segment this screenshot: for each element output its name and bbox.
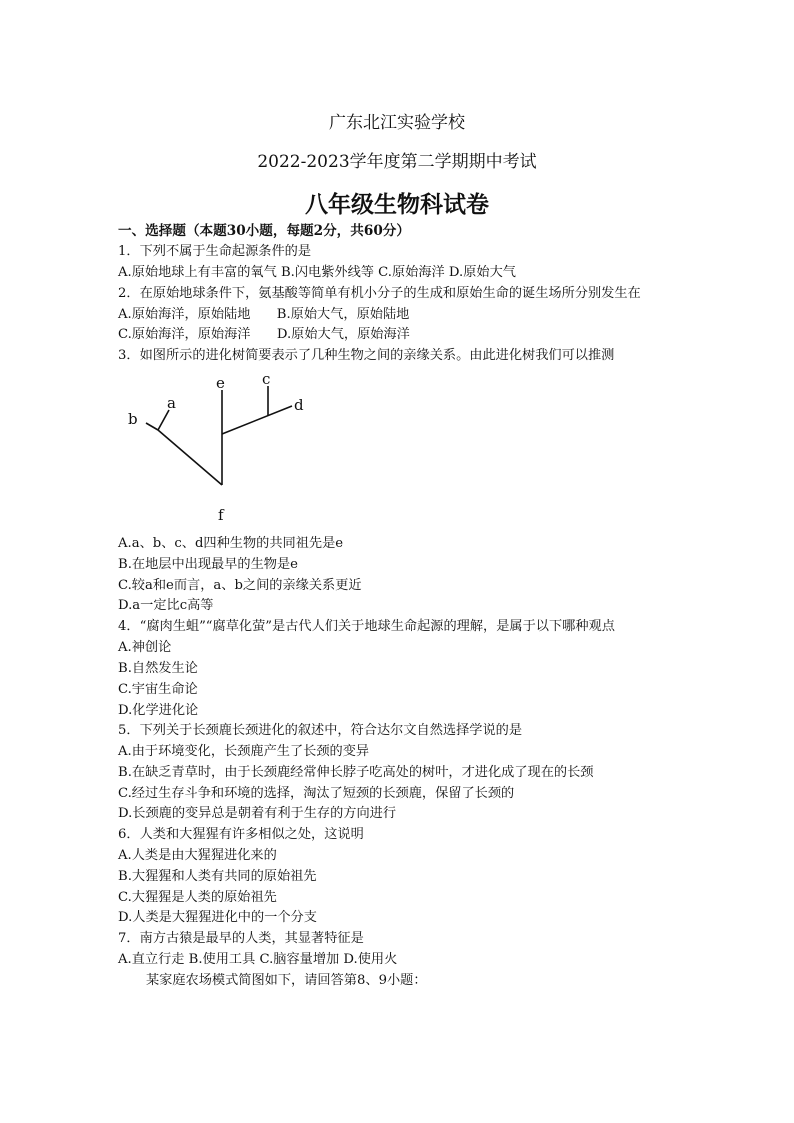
evolution-tree-diagram [118,368,318,528]
q6-option: C.大猩猩是人类的原始祖先 [118,890,277,905]
q4-option: A.神创论 [118,640,172,655]
q4-option: B.自然发生论 [118,661,198,676]
q3-stem: 3．如图所示的进化树简要表示了几种生物之间的亲缘关系。由此进化树我们可以推测 [118,348,615,363]
tree-branch-a [158,410,169,430]
q2-options-row2: C.原始海洋，原始海洋 D.原始大气，原始海洋 [118,327,410,342]
tree-label-d: d [294,396,304,414]
q5-option: B.在缺乏青草时，由于长颈鹿经常伸长脖子吃高处的树叶，才进化成了现在的长颈 [118,765,594,780]
q3-option: A.a、b、c、d四种生物的共同祖先是e [118,536,344,551]
q5-stem: 5．下列关于长颈鹿长颈进化的叙述中，符合达尔文自然选择学说的是 [118,723,523,738]
exam-term: 2022-2023学年度第二学期期中考试 [257,152,537,172]
q3-option: D.a一定比c高等 [118,598,214,613]
q6-stem: 6．人类和大猩猩有许多相似之处，这说明 [118,827,364,842]
q2-stem: 2．在原始地球条件下，氨基酸等简单有机小分子的生成和原始生命的诞生场所分别发生在 [118,286,641,301]
tree-branch-b [146,423,158,430]
q5-option: C.经过生存斗争和环境的选择，淘汰了短颈的长颈鹿，保留了长颈的 [118,786,515,801]
school-name: 广东北江实验学校 [329,113,465,133]
q1-options: A.原始地球上有丰富的氧气 B.闪电紫外线等 C.原始海洋 D.原始大气 [118,265,516,280]
q6-option: D.人类是大猩猩进化中的一个分支 [118,910,317,925]
tree-label-f: f [218,506,224,524]
tree-label-a: a [167,394,176,412]
q4-stem: 4．“腐肉生蛆”“腐草化萤”是古代人们关于地球生命起源的理解，是属于以下哪种观点 [118,619,615,634]
section-heading: 一、选择题（本题30小题，每题2分，共60分） [118,223,410,239]
q4-option: D.化学进化论 [118,703,199,718]
tree-label-b: b [128,410,138,428]
q6-option: B.大猩猩和人类有共同的原始祖先 [118,869,317,884]
q5-option: A.由于环境变化，长颈鹿产生了长颈的变异 [118,744,370,759]
q7-options: A.直立行走 B.使用工具 C.脑容量增加 D.使用火 [118,952,398,967]
q2-options-row1: A.原始海洋，原始陆地 B.原始大气，原始陆地 [118,307,410,322]
q7-stem: 7．南方古猿是最早的人类，其显著特征是 [118,931,364,946]
tree-label-e: e [216,374,225,392]
q1-stem: 1．下列不属于生命起源条件的是 [118,244,312,259]
q3-option: B.在地层中出现最早的生物是e [118,557,298,572]
exam-title: 八年级生物科试卷 [305,191,489,218]
tree-branch-cd [222,406,292,434]
q4-option: C.宇宙生命论 [118,682,198,697]
q3-option: C.较a和e而言，a、b之间的亲缘关系更近 [118,578,362,593]
q6-option: A.人类是由大猩猩进化来的 [118,848,277,863]
tree-label-c: c [262,370,271,388]
tree-branch-f-ab [158,430,222,485]
q8-9-intro: 某家庭农场模式简图如下，请回答第8、9小题： [146,973,427,988]
q5-option: D.长颈鹿的变异总是朝着有利于生存的方向进行 [118,806,397,821]
